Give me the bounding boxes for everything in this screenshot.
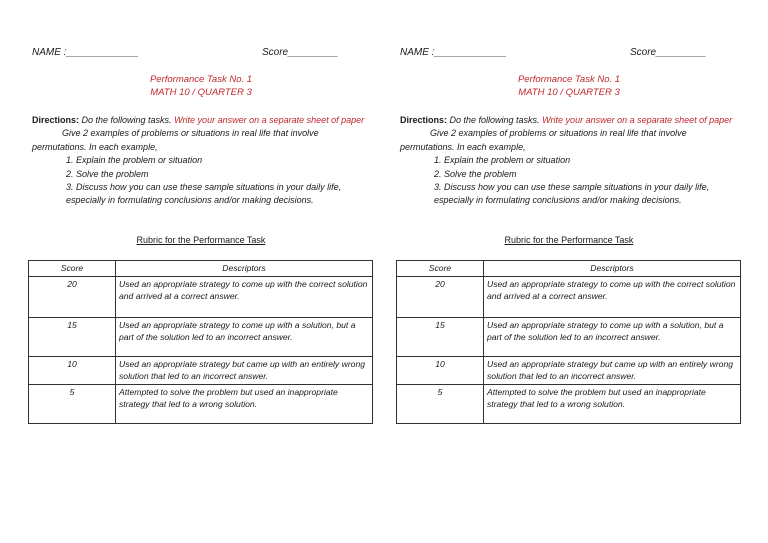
- rubric-descriptor: Used an appropriate strategy to come up with the correct solution and arrived at a correct answer.: [116, 276, 373, 317]
- rubric-title: Rubric for the Performance Task: [504, 235, 634, 245]
- task-title: Performance Task No. 1: [149, 74, 253, 85]
- directions-text: Do the following tasks.: [447, 115, 543, 125]
- rubric-table: [28, 260, 373, 424]
- rubric-header-score: Score: [397, 261, 484, 277]
- table-row: [29, 317, 373, 356]
- directions-label: Directions:: [32, 115, 80, 125]
- task-item-1: 1. Explain the problem or situation: [66, 155, 203, 166]
- task-subtitle: MATH 10 / QUARTER 3: [518, 87, 620, 98]
- rubric-score: 20: [397, 276, 484, 317]
- directions-text: Do the following tasks.: [79, 115, 175, 125]
- table-row: [397, 356, 741, 384]
- task-title: Performance Task No. 1: [517, 74, 621, 85]
- rubric-score: 10: [397, 356, 484, 384]
- rubric-descriptor: Used an appropriate strategy to come up with a solution, but a part of the solution led to an incorrect answer.: [116, 317, 373, 356]
- rubric-score: 10: [29, 356, 116, 384]
- task-item-3: 3. Discuss how you can use these sample situations in your daily life, especially in formulating conclusions and/or making decisions.: [434, 182, 710, 206]
- directions-block: [400, 114, 738, 208]
- rubric-header-descriptors: Descriptors: [484, 261, 741, 277]
- rubric-descriptor: Used an appropriate strategy but came up with an entirely wrong solution that led to an incorrect answer.: [484, 356, 741, 384]
- table-row: [29, 276, 373, 317]
- directions-label: Directions:: [400, 115, 448, 125]
- rubric-header-descriptors: Descriptors: [116, 261, 373, 277]
- table-row: [29, 384, 373, 423]
- worksheet-left: [28, 0, 374, 543]
- rubric-score: 20: [29, 276, 116, 317]
- worksheet-right: [396, 0, 742, 543]
- name-field-label: NAME :_____________: [32, 47, 139, 58]
- rubric-header-score: Score: [29, 261, 116, 277]
- rubric-header-row: [29, 261, 373, 277]
- rubric-header-row: [397, 261, 741, 277]
- score-field-label: Score_________: [630, 47, 707, 58]
- rubric-score: 5: [397, 384, 484, 423]
- rubric-title: Rubric for the Performance Task: [136, 235, 266, 245]
- task-item-1: 1. Explain the problem or situation: [434, 155, 571, 166]
- rubric-score: 15: [29, 317, 116, 356]
- table-row: [397, 384, 741, 423]
- task-intro: Give 2 examples of problems or situations in real life that involve permutations. In each example,: [32, 128, 319, 152]
- name-field-label: NAME :_____________: [400, 47, 507, 58]
- table-row: [397, 317, 741, 356]
- rubric-descriptor: Used an appropriate strategy to come up with a solution, but a part of the solution led to an incorrect answer.: [484, 317, 741, 356]
- score-field-label: Score_________: [262, 47, 339, 58]
- rubric-score: 15: [397, 317, 484, 356]
- rubric-descriptor: Attempted to solve the problem but used an inappropriate strategy that led to a wrong solution.: [116, 384, 373, 423]
- rubric-score: 5: [29, 384, 116, 423]
- task-item-2: 2. Solve the problem: [66, 168, 149, 179]
- directions-red-text: Write your answer on a separate sheet of paper: [174, 115, 365, 125]
- directions-red-text: Write your answer on a separate sheet of paper: [542, 115, 733, 125]
- task-subtitle: MATH 10 / QUARTER 3: [150, 87, 252, 98]
- rubric-descriptor: Attempted to solve the problem but used an inappropriate strategy that led to a wrong solution.: [484, 384, 741, 423]
- rubric-table: [396, 260, 741, 424]
- directions-block: [32, 114, 370, 208]
- task-intro: Give 2 examples of problems or situations in real life that involve permutations. In each example,: [400, 128, 687, 152]
- task-item-3: 3. Discuss how you can use these sample situations in your daily life, especially in formulating conclusions and/or making decisions.: [66, 182, 342, 206]
- task-item-2: 2. Solve the problem: [434, 168, 517, 179]
- rubric-descriptor: Used an appropriate strategy but came up with an entirely wrong solution that led to an incorrect answer.: [116, 356, 373, 384]
- rubric-descriptor: Used an appropriate strategy to come up with the correct solution and arrived at a correct answer.: [484, 276, 741, 317]
- table-row: [397, 276, 741, 317]
- table-row: [29, 356, 373, 384]
